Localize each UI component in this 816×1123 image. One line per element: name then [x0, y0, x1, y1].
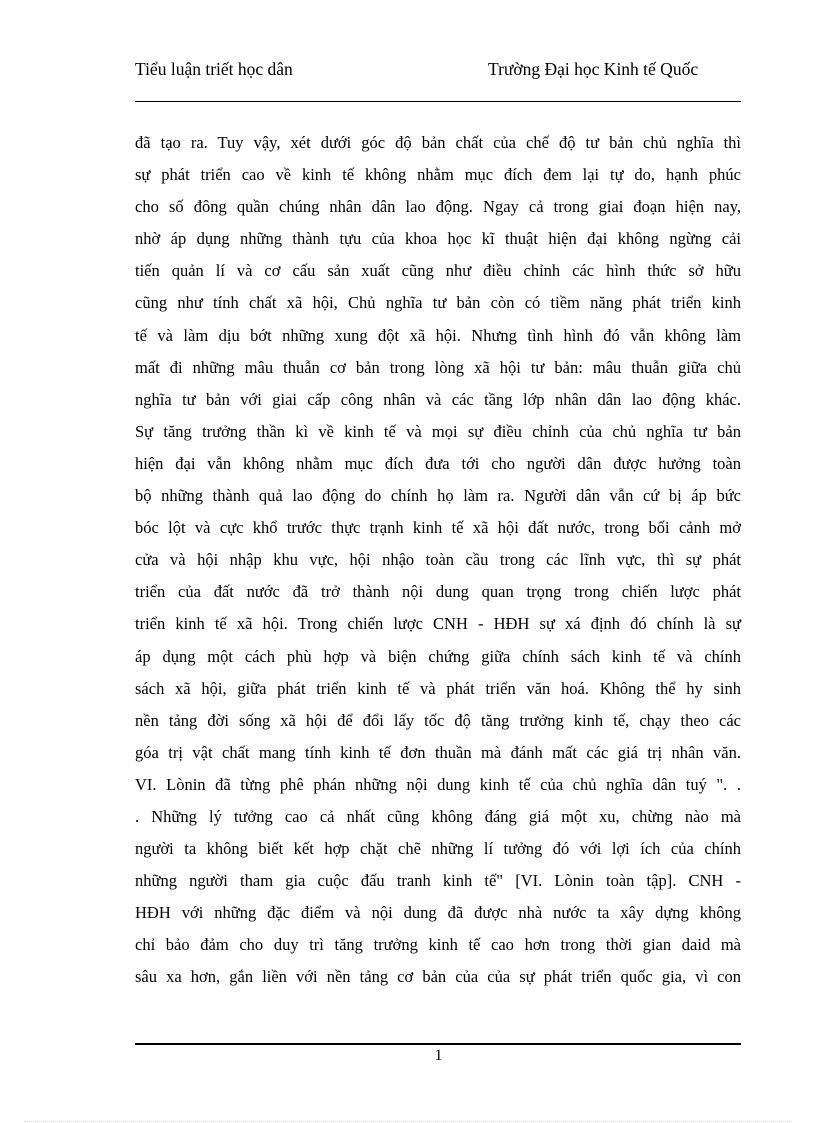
text-line: cũng như tính chất xã hội, Chủ nghĩa tư bản còn có tiềm năng phát triển kinh — [135, 293, 741, 313]
text-line: VI. Lònin đã từng phê phán những nội dung kinh tế của chủ nghĩa dân tuý ". . — [135, 774, 741, 794]
text-line: chỉ bảo đảm cho duy trì tăng trưởng kinh tế cao hơn trong thời gian daid mà — [135, 935, 741, 955]
text-line: triển của đất nước đã trở thành nội dung quan trọng trong chiến lược phát — [135, 582, 741, 602]
text-line: nghĩa tư bản với giai cấp công nhân và các tầng lớp nhân dân lao động khác. — [135, 389, 741, 409]
text-line: sâu xa hơn, gắn liền với nền tảng cơ bản của của sự phát triển quốc gia, vì con — [135, 967, 741, 987]
header-right-title: Trường Đại học Kinh tế Quốc — [488, 59, 699, 79]
text-line: triển kinh tế xã hội. Trong chiến lược CNH - HĐH sự xá định đó chính là sự — [135, 614, 741, 634]
text-line: bóc lột và cực khổ trước thực trạnh kinh tế xã hội đất nước, trong bối cảnh mở — [135, 518, 741, 538]
text-line: Sự tăng trưởng thần kì về kinh tế và mọi sự điều chỉnh của chủ nghĩa tư bản — [135, 421, 741, 441]
text-line: tế và làm dịu bớt những xung đột xã hội. Nhưng tình hình đó vẫn không làm — [135, 325, 741, 345]
text-line: cho số đông quần chúng nhân dân lao động. Ngay cả trong giai đoạn hiện nay, — [135, 197, 741, 217]
text-line: nền tảng đời sống xã hội để đổi lấy tốc độ tăng trưởng kinh tế, chạy theo các — [135, 710, 741, 730]
text-line: sách xã hội, giữa phát triển kinh tế và phát triển văn hoá. Không thể hy sinh — [135, 678, 741, 698]
text-line: . Những lý tưởng cao cả nhất cũng không đáng giá một xu, chừng nào mà — [135, 806, 741, 826]
text-line: áp dụng một cách phù hợp và biện chứng giữa chính sách kinh tế và chính — [135, 646, 741, 666]
text-line: những người tham gia cuộc đấu tranh kinh tế" [VI. Lònin toàn tập]. CNH - — [135, 871, 741, 891]
text-line: người ta không biết kết hợp chặt chẽ những lí tưởng đó với lợi ích của chính — [135, 839, 741, 859]
text-line: đã tạo ra. Tuy vậy, xét dưới góc độ bản chất của chế độ tư bản chủ nghĩa thì — [135, 133, 741, 152]
page-bottom-dotted-edge — [24, 1121, 792, 1122]
body-paragraph — [135, 130, 741, 997]
text-line: cửa và hội nhập khu vực, hội nhậo toàn cầu trong các lĩnh vực, thì sự phát — [135, 550, 741, 570]
text-line: nhờ áp dụng những thành tựu của khoa học kĩ thuật hiện đại không ngừng cải — [135, 229, 741, 249]
text-line: HĐH với những đặc điểm và nội dung đã được nhà nước ta xây dựng không — [135, 903, 741, 923]
text-line: hiện đại vẫn không nhằm mục đích đưa tới cho người dân được hưởng toàn — [135, 453, 741, 473]
page-header — [135, 58, 741, 102]
text-line: góa trị vật chất mang tính kinh tế đơn thuần mà đánh mất các giá trị nhân văn. — [135, 742, 741, 762]
text-line: bộ những thành quả lao động do chính họ làm ra. Người dân vẫn cứ bị áp bức — [135, 486, 741, 506]
header-left-title: Tiểu luận triết học dân — [135, 59, 293, 79]
text-line: mất đi những mâu thuẫn cơ bản trong lòng xã hội tư bản: mâu thuẫn giữa chủ — [135, 357, 741, 377]
header-rule — [135, 101, 741, 102]
page-number: 1 — [434, 1047, 443, 1064]
footer-rule — [135, 1043, 741, 1045]
text-line: tiến quản lí và cơ cấu sản xuất cũng như điều chỉnh các hình thức sở hữu — [135, 261, 741, 281]
text-line: sự phát triển cao về kinh tế không nhằm mục đích đem lại tự do, hạnh phúc — [135, 165, 741, 185]
